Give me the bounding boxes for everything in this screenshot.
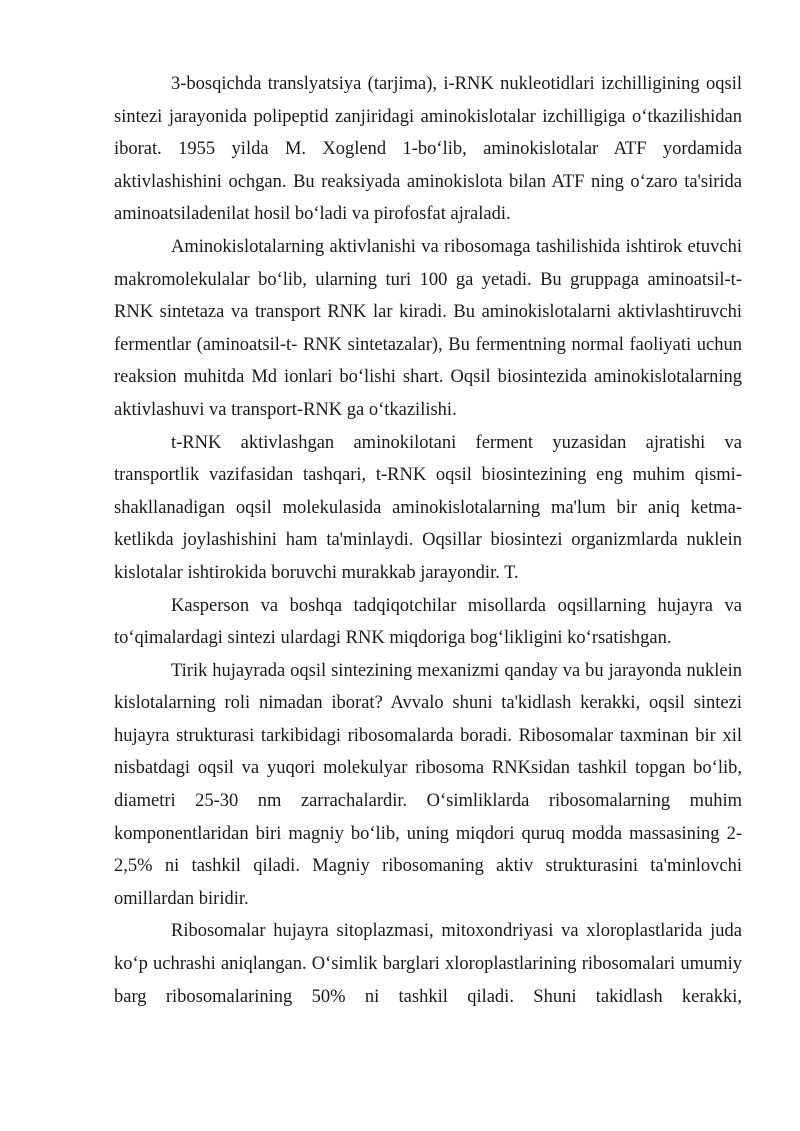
paragraph-ribosomes-mechanism: Tirik hujayrada oqsil sintezining mexanizmi qanday va bu jarayonda nuklein kislotalarning roli nimadan iborat? Avvalo shuni ta'kidlash kerakki, oqsil sintezi hujayra strukturasi tarkibidagi ribosomalarda boradi. Ribosomalar taxminan bir xil nisbatdagi oqsil va yuqori molekulyar ribosoma RNKsidan tashkil topgan bo‘lib, diametri 25-30 nm zarrachalardir. O‘simliklarda ribosomalarning muhim komponentlaridan biri magniy bo‘lib, uning miqdori quruq modda massasining 2-2,5% ni tashkil qiladi. Magniy ribosomaning aktiv strukturasini ta'minlovchi omillardan biridir. [114,660,742,909]
paragraph-trna-function: t-RNK aktivlashgan aminokilotani ferment yuzasidan ajratishi va transportlik vazifasidan tashqari, t-RNK oqsil biosintezining eng muhim qismi-shakllanadigan oqsil molekulasida aminokislotalarning ma'lum bir aniq ketma-ketlikda joylashishini ham ta'minlaydi. Oqsillar biosintezi organizmlarda nuklein kislotalar ishtirokida boruvchi murakkab jarayondir. T. [114,432,742,583]
paragraph-kasperson: Kasperson va boshqa tadqiqotchilar misollarda oqsillarning hujayra va to‘qimalardagi sintezi ulardagi RNK miqdoriga bog‘likligini ko‘rsatishgan. [114,595,742,649]
paragraph-translation-stage: 3-bosqichda translyatsiya (tarjima), i-RNK nukleotidlari izchilligining oqsil sintezi jarayonida polipeptid zanjiridagi aminokislotalar izchilligiga o‘tkazilishidan iborat. 1955 yilda M. Xoglend 1-bo‘lib, aminokislotalar ATF yordamida aktivlashishini ochgan. Bu reaksiyada aminokislota bilan ATF ning o‘zaro ta'sirida aminoatsiladenilat hosil bo‘ladi va pirofosfat ajraladi. [114,74,742,225]
paragraph-ribosome-distribution: Ribosomalar hujayra sitoplazmasi, mitoxondriyasi va xloroplastlarida juda ko‘p uchrashi aniqlangan. O‘simlik barglari xloroplastlarining ribosomalari umumiy barg ribosomalarining 50% ni tashkil qiladi. Shuni takidlash kerakki, [114,921,742,1007]
paragraph-amino-acid-activation: Aminokislotalarning aktivlanishi va ribosomaga tashilishida ishtirok etuvchi makromolekulalar bo‘lib, ularning turi 100 ga yetadi. Bu gruppaga aminoatsil-t-RNK sintetaza va transport RNK lar kiradi. Bu aminokislotalarni aktivlashtiruvchi fermentlar (aminoatsil-t- RNK sintetazalar), Bu fermentning normal faoliyati uchun reaksion muhitda Md ionlari bo‘lishi shart. Oqsil biosintezida aminokislotalarning aktivlashuvi va transport-RNK ga o‘tkazilishi. [114,236,742,420]
document-page [114,68,742,1013]
